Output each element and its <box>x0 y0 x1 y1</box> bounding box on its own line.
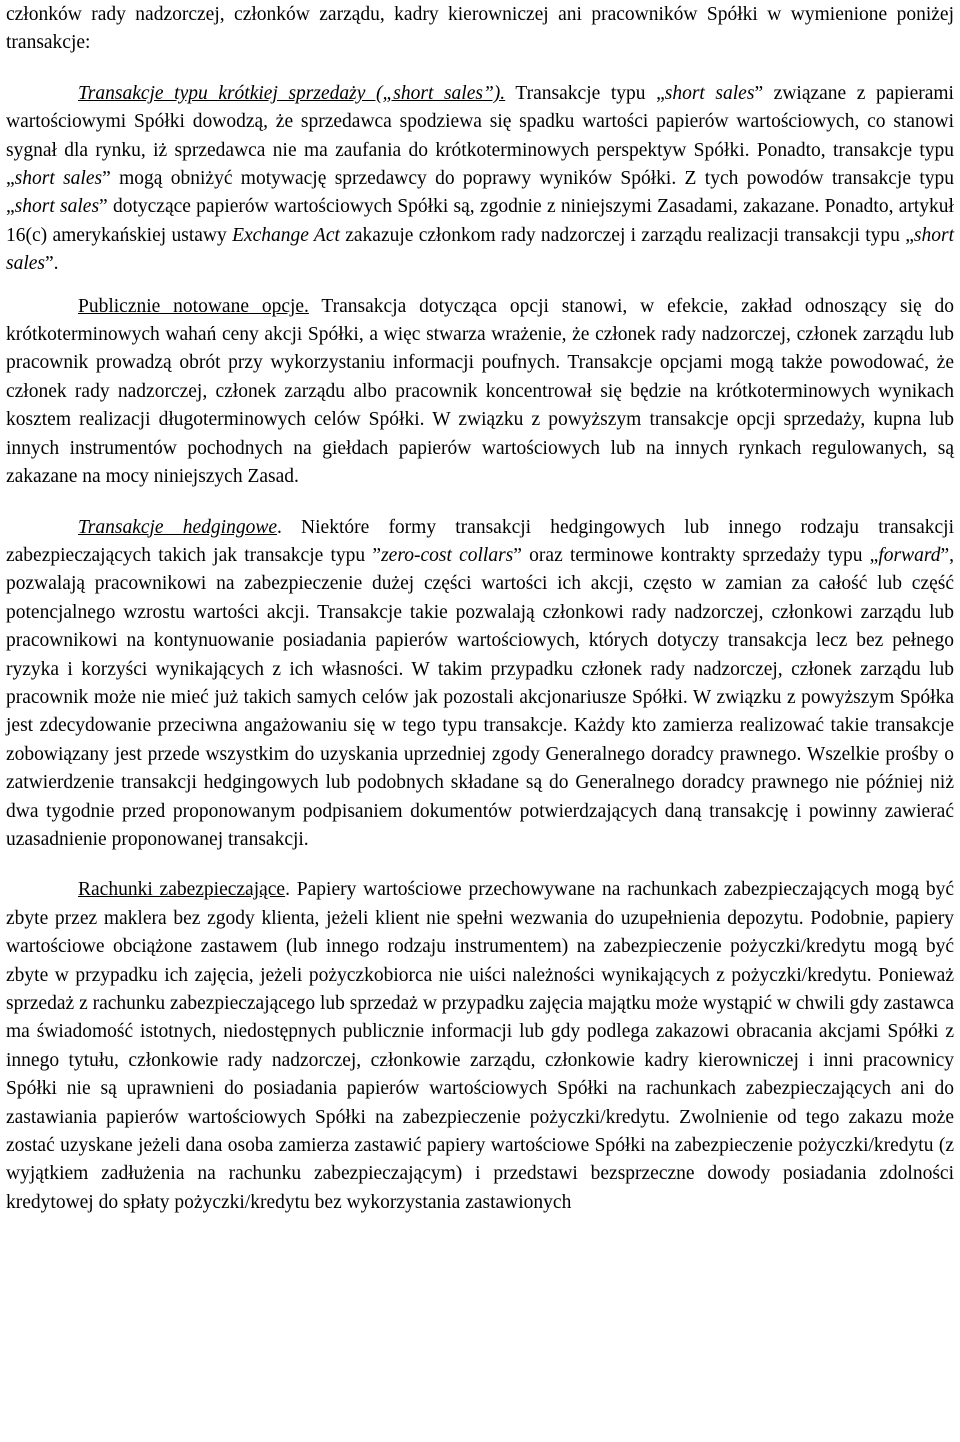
document-page <box>6 0 954 1217</box>
forward-term: forward <box>878 544 941 566</box>
margin-accounts-text: . Papiery wartościowe przechowywane na rachunkach zabezpieczających mogą być zbyte przez maklera bez zgody klienta, jeżeli klient nie spełni wezwania do uzupełnienia depozytu. Podobnie, papiery wartościowe obciążone zastawem (lub innego rodzaju instrumentem) na zabezpieczenie pożyczki/kredytu mogą być zbyte w przypadku ich zajęcia, jeżeli pożyczkobiorca nie uiści należności wynikających z pożyczki/kredytu. Ponieważ sprzedaż z rachunku zabezpieczającego lub sprzedaż w przypadku zajęcia majątku może wystąpić w chwili gdy zastawca ma świadomość istotnych, niedostępnych publicznie informacji lub gdy podlega zakazowi obracania akcjami Spółki z innego tytułu, członkowie rady nadzorczej, członkowie zarządu, członkowie kadry kierowniczej i inni pracownicy Spółki nie są uprawnieni do posiadania papierów wartościowych Spółki na rachunkach zabezpieczających ani do zastawiania papierów wartościowych Spółki na zabezpieczenie pożyczki/kredytu. Zwolnienie od tego zakazu może zostać uzyskane jeżeli dana osoba zamierza zastawić papiery wartościowe Spółki na zabezpieczenie pożyczki/kredytu (z wyjątkiem zadłużenia na rachunku zabezpieczającym) i przedstawi bezsprzeczne dowody posiadania zdolności kredytowej do spłaty pożyczki/kredytu bez wykorzystania zastawionych <box>6 879 954 1213</box>
short-sales-term: short sales <box>14 196 100 218</box>
short-sales-text: ” związane z papierami wartościowymi Spółki dowodzą, że sprzedawca spodziewa się spadku wartości papierów wartościowych, co stanowi sygnał dla rynku, iż sprzedawca nie ma zaufania do krótkoterminowych perspektyw Spółki. Ponadto, transakcje typu „ <box>6 82 954 190</box>
hedging-text: ” oraz terminowe kontrakty sprzedaży typu „ <box>513 544 879 566</box>
zero-cost-collars-term: zero-cost collars <box>381 544 514 566</box>
short-sales-term: short sales <box>664 82 755 104</box>
options-paragraph <box>6 293 954 492</box>
short-sales-text: zakazuje członkom rady nadzorczej i zarządu realizacji transakcji typu „ <box>339 224 914 246</box>
short-sales-text: ” mogą obniżyć motywację sprzedawcy do poprawy wyników Spółki. Z tych powodów transakcje typu „ <box>6 168 954 218</box>
hedging-text: . Niektóre formy transakcji hedgingowych lub innego rodzaju transakcji zabezpieczających takich jak transakcje typu ” <box>6 516 954 566</box>
margin-accounts-paragraph <box>6 876 954 1217</box>
intro-paragraph: członków rady nadzorczej, członków zarządu, kadry kierowniczej ani pracowników Spółki w wymienione poniżej transakcje: <box>6 4 954 54</box>
short-sales-text: ”. <box>45 253 59 275</box>
short-sales-text: Transakcje typu „ <box>505 82 665 104</box>
margin-accounts-heading: Rachunki zabezpieczające <box>78 879 286 901</box>
short-sales-term: short sales <box>6 224 954 275</box>
hedging-text: ”, pozwalają pracownikowi na zabezpieczenie dużej części wartości ich akcji, często w zamian za całość lub część potencjalnego wzrostu wartości akcji. Transakcje takie pozwalają członkowi rady nadzorczej, członkowi zarządu lub pracownikowi na kontynuowanie posiadania papierów wartościowych, których dotyczy transakcja lecz bez pełnego ryzyka i korzyści wynikających z ich własności. W takim przypadku członek rady nadzorczej, członek zarządu lub pracownik może nie mieć już takich samych celów jak pozostali akcjonariusze Spółki. W związku z powyższym Spółka jest zdecydowanie przeciwna angażowaniu się w tego typu transakcje. Każdy kto zamierza realizować takie transakcje zobowiązany jest przede wszystkim do uzyskania uprzedniej zgody Generalnego doradcy prawnego. Wszelkie prośby o zatwierdzenie transakcji hedgingowych lub podobnych składane są do Generalnego doradcy prawnego nie później niż dwa tygodnie przed proponowanym podpisaniem dokumentów potwierdzających daną transakcję i powinny zawierać uzasadnienie proponowanej transakcji. <box>6 544 955 850</box>
options-text: Transakcja dotycząca opcji stanowi, w efekcie, zakład odnoszący się do krótkoterminowych wahań ceny akcji Spółki, a więc stwarza wrażenie, że członek rady nadzorczej, członek zarządu lub pracownik prowadzą obrót przy wykorzystaniu informacji poufnych. Transakcje opcjami mogą także powodować, że członek rady nadzorczej, członek zarządu albo pracownik koncentrował się będzie na krótkoterminowych wynikach kosztem realizacji długoterminowych celów Spółki. W związku z powyższym transakcje opcji sprzedaży, kupna lub innych instrumentów pochodnych na giełdach papierów wartościowych lub na innych rynkach regulowanych, są zakazane na mocy niniejszych Zasad. <box>6 295 954 488</box>
exchange-act-term: Exchange Act <box>232 224 340 246</box>
short-sales-text: ” dotyczące papierów wartościowych Spółki są, zgodnie z niniejszymi Zasadami, zakazane. Ponadto, artykuł 16(c) amerykańskiej ustawy <box>6 196 954 246</box>
short-sales-paragraph <box>6 80 954 279</box>
hedging-heading: Transakcje hedgingowe <box>78 516 277 538</box>
short-sales-term: short sales <box>14 168 103 190</box>
hedging-paragraph <box>6 514 954 855</box>
short-sales-heading: Transakcje typu krótkiej sprzedaży („short sales”). <box>78 82 506 104</box>
options-heading: Publicznie notowane opcje. <box>78 295 309 317</box>
